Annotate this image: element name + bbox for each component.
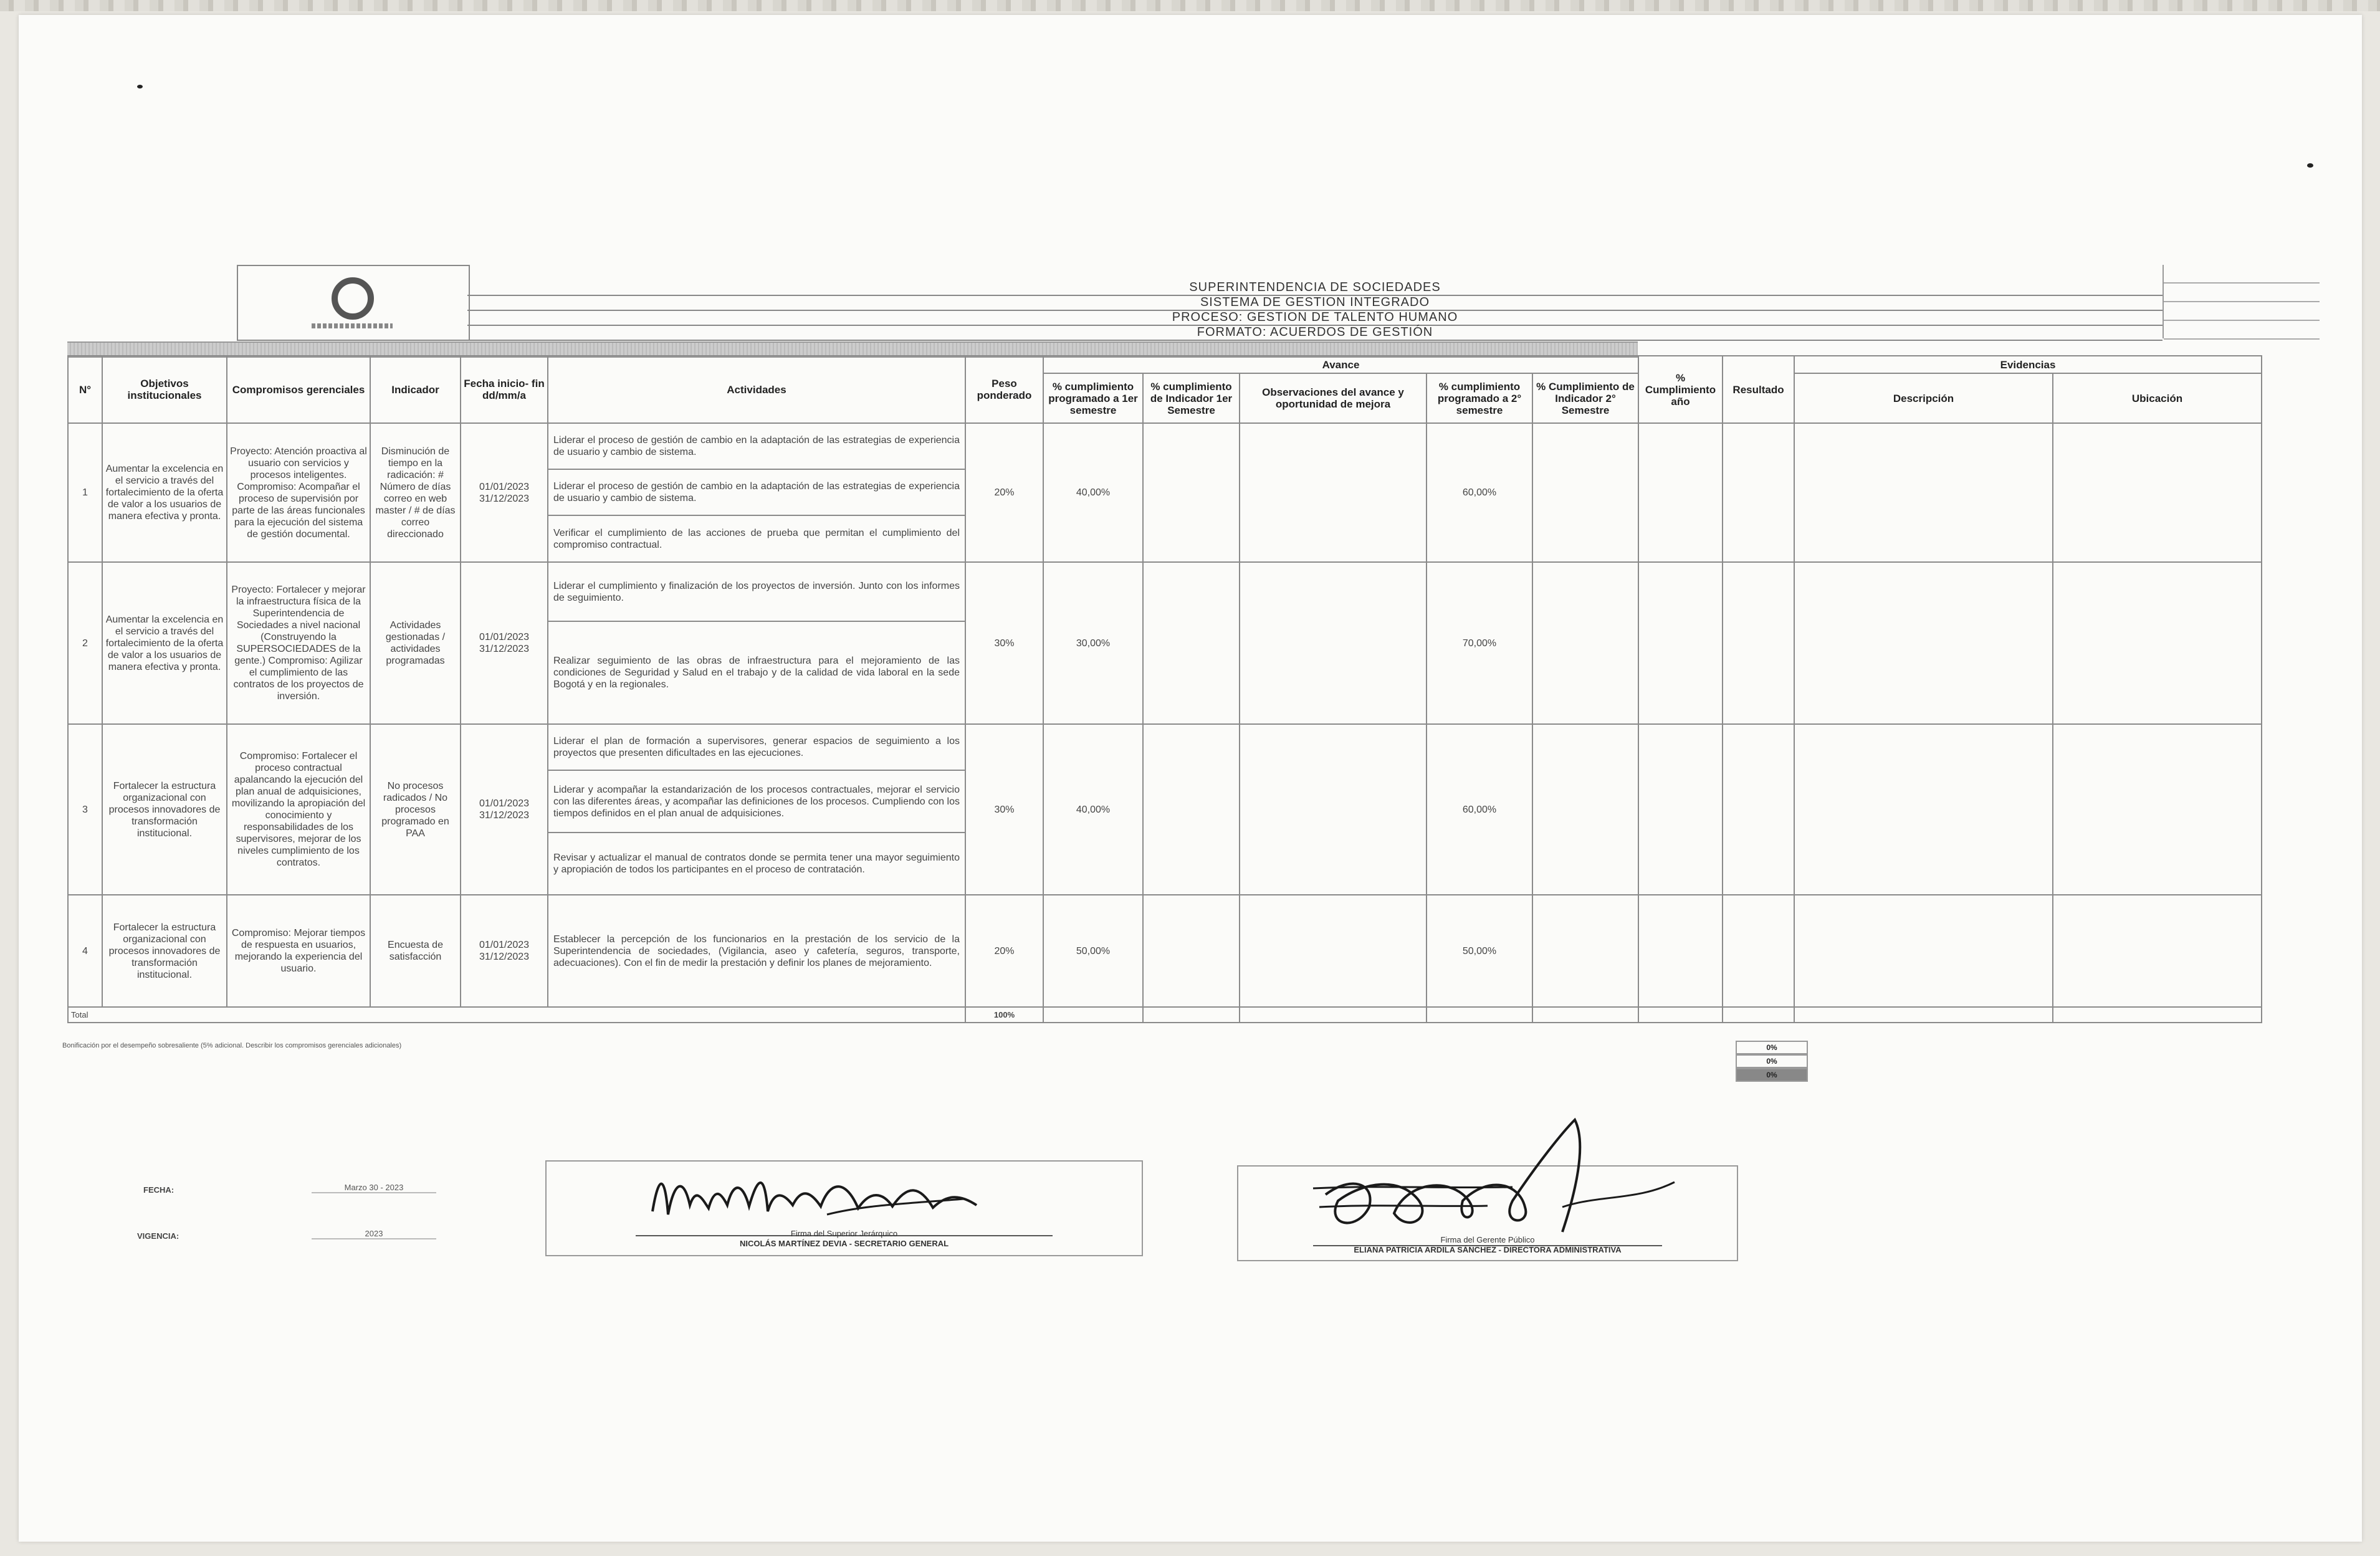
col-ubicacion: Ubicación: [2053, 373, 2262, 423]
fecha-label: FECHA:: [143, 1185, 174, 1195]
row-ind2: [1532, 423, 1638, 562]
col-indicador: Indicador: [370, 356, 461, 423]
row-ind1: [1143, 895, 1240, 1007]
signature-superior-title: Firma del Superior Jerárquico: [790, 1229, 898, 1238]
logo-caption: [312, 323, 393, 328]
row-cump1: 50,00%: [1043, 895, 1143, 1007]
col-evidencias: Evidencias: [1794, 356, 2262, 373]
table-row: [68, 562, 2262, 621]
row-actividad: Revisar y actualizar el manual de contratos donde se permita tener una mayor seguimiento y apropiación de todos los participantes en el proceso de contratación.: [548, 833, 965, 895]
row-objetivo: Fortalecer la estructura organizacional con procesos innovadores de transformación institucional.: [102, 724, 227, 895]
row-peso: 30%: [965, 724, 1043, 895]
row-compromiso: Compromiso: Fortalecer el proceso contractual apalancando la ejecución del plan anual de adquisiciones, movilizando la apropiación del conocimiento y responsabilidades de los supervisores, mejorar de los niveles cumplimiento de los contratos.: [227, 724, 370, 895]
row-number: 3: [68, 724, 102, 895]
row-obs: [1240, 562, 1427, 724]
row-actividad: Liderar el plan de formación a supervisores, generar espacios de seguimiento a los proyectos que presenten dificultades en las ejecuciones.: [548, 724, 965, 770]
total-peso: 100%: [965, 1007, 1043, 1023]
row-resultado: [1723, 423, 1794, 562]
row-obs: [1240, 724, 1427, 895]
result-total-cell: 0%: [1736, 1068, 1808, 1082]
row-descripcion: [1794, 562, 2053, 724]
row-actividad: Liderar el proceso de gestión de cambio en la adaptación de las estrategias de experiencia de usuario y cambio de sistema.: [548, 469, 965, 515]
col-fecha: Fecha inicio- fin dd/mm/a: [461, 356, 548, 423]
row-resultado: [1723, 724, 1794, 895]
row-indicador: No procesos radicados / No procesos programado en PAA: [370, 724, 461, 895]
bonus-note: Bonificación por el desempeño sobresaliente (5% adicional. Describir los compromisos gerenciales adicionales): [62, 1042, 402, 1049]
row-resultado: [1723, 895, 1794, 1007]
row-fecha: 01/01/2023 31/12/2023: [461, 724, 548, 895]
col-ind1: % cumplimiento de Indicador 1er Semestre: [1143, 373, 1240, 423]
row-indicador: Encuesta de satisfacción: [370, 895, 461, 1007]
row-cump2: 60,00%: [1427, 724, 1532, 895]
row-actividad: Realizar seguimiento de las obras de infraestructura para el mejoramiento de las condiciones de Seguridad y Salud en el trabajo y de la calidad de vida laboral en la sede Bogotá y en la regionales.: [548, 621, 965, 724]
row-ubicacion: [2053, 562, 2262, 724]
signature-gerente-name: ELIANA PATRICIA ARDILA SÁNCHEZ - DIRECTORA ADMINISTRATIVA: [1354, 1245, 1622, 1254]
row-ind1: [1143, 562, 1240, 724]
row-objetivo: Aumentar la excelencia en el servicio a través del fortalecimiento de la oferta de valor a los usuarios de manera efectiva y pronta.: [102, 562, 227, 724]
col-peso: Peso ponderado: [965, 356, 1043, 423]
acuerdos-table: [67, 355, 2262, 1023]
row-cump2: 60,00%: [1427, 423, 1532, 562]
supersociedades-logo-icon: [332, 277, 374, 320]
scan-speck: [2307, 163, 2313, 168]
row-number: 4: [68, 895, 102, 1007]
result-cell: 0%: [1736, 1054, 1808, 1068]
row-fecha: 01/01/2023 31/12/2023: [461, 895, 548, 1007]
row-fecha: 01/01/2023 31/12/2023: [461, 423, 548, 562]
table-row: [68, 724, 2262, 770]
result-cell: 0%: [1736, 1041, 1808, 1054]
signature-superior: [640, 1162, 1076, 1230]
row-actividad: Liderar el proceso de gestión de cambio en la adaptación de las estrategias de experiencia de usuario y cambio de sistema.: [548, 423, 965, 469]
row-resultado: [1723, 562, 1794, 724]
table-row: [68, 423, 2262, 469]
total-row: [68, 1007, 2262, 1023]
row-cump1: 40,00%: [1043, 423, 1143, 562]
row-actividad: Verificar el cumplimiento de las acciones de prueba que permitan el cumplimiento del compromiso contractual.: [548, 515, 965, 562]
vigencia-value: 2023: [312, 1229, 436, 1239]
fecha-value: Marzo 30 - 2023: [312, 1183, 436, 1193]
col-objetivos: Objetivos institucionales: [102, 356, 227, 423]
header-system: SISTEMA DE GESTION INTEGRADO: [467, 295, 2163, 311]
col-actividades: Actividades: [548, 356, 965, 423]
row-cump2: 50,00%: [1427, 895, 1532, 1007]
row-ubicacion: [2053, 423, 2262, 562]
row-number: 1: [68, 423, 102, 562]
row-ubicacion: [2053, 724, 2262, 895]
row-actividad: Liderar y acompañar la estandarización de los procesos contractuales, mejorar el servicio con las diferentes áreas, y acompañar las definiciones de los procesos. Cumpliendo con los tiempos definidos en el plan anual de adquisiciones.: [548, 770, 965, 833]
total-label: Total: [68, 1007, 965, 1023]
row-indicador: Disminución de tiempo en la radicación: # Número de días correo en web master / # de días correo direccionado: [370, 423, 461, 562]
scan-top-edge: [0, 0, 2380, 11]
row-indicador: Actividades gestionadas / actividades programadas: [370, 562, 461, 724]
row-descripcion: [1794, 724, 2053, 895]
header-format: FORMATO: ACUERDOS DE GESTIÓN: [467, 325, 2163, 341]
row-compromiso: Proyecto: Fortalecer y mejorar la infraestructura física de la Superintendencia de Sociedades a nivel nacional (Construyendo la SUPERSOCIEDADES de la gente.) Compromiso: Agilizar el cumplimiento de las contratos de los proyectos de inversión.: [227, 562, 370, 724]
row-actividad: Establecer la percepción de los funcionarios en la prestación de los servicio de la Superintendencia de sociedades, (Vigilancia, aseo y cafetería, seguros, transporte, adecuaciones). Con el fin de medir la prestación y definir los planes de mejoramiento.: [548, 895, 965, 1007]
col-avance: Avance: [1043, 356, 1638, 373]
row-anio: [1638, 895, 1723, 1007]
row-descripcion: [1794, 895, 2053, 1007]
row-fecha: 01/01/2023 31/12/2023: [461, 562, 548, 724]
row-ubicacion: [2053, 895, 2262, 1007]
row-objetivo: Aumentar la excelencia en el servicio a través del fortalecimiento de la oferta de valor a los usuarios de manera efectiva y pronta.: [102, 423, 227, 562]
signature-box-superior: [545, 1160, 1143, 1256]
row-obs: [1240, 423, 1427, 562]
row-cump1: 30,00%: [1043, 562, 1143, 724]
col-resultado: Resultado: [1723, 356, 1794, 423]
row-ind1: [1143, 423, 1240, 562]
col-cump1: % cumplimiento programado a 1er semestre: [1043, 373, 1143, 423]
col-anio: % Cumplimiento año: [1638, 356, 1723, 423]
row-number: 2: [68, 562, 102, 724]
row-ind1: [1143, 724, 1240, 895]
col-ind2: % Cumplimiento de Indicador 2° Semestre: [1532, 373, 1638, 423]
row-ind2: [1532, 724, 1638, 895]
row-peso: 30%: [965, 562, 1043, 724]
row-anio: [1638, 724, 1723, 895]
document-header: [67, 265, 2261, 340]
row-objetivo: Fortalecer la estructura organizacional con procesos innovadores de transformación institucional.: [102, 895, 227, 1007]
row-peso: 20%: [965, 895, 1043, 1007]
row-anio: [1638, 562, 1723, 724]
signature-gerente: [1251, 1107, 1724, 1251]
signature-box-gerente: [1237, 1165, 1738, 1261]
col-compromisos: Compromisos gerenciales: [227, 356, 370, 423]
signature-superior-name: NICOLÁS MARTÍNEZ DEVIA - SECRETARIO GENERAL: [739, 1239, 949, 1248]
row-compromiso: Compromiso: Mejorar tiempos de respuesta en usuarios, mejorando la experiencia del usuario.: [227, 895, 370, 1007]
row-ind2: [1532, 895, 1638, 1007]
row-obs: [1240, 895, 1427, 1007]
row-cump2: 70,00%: [1427, 562, 1532, 724]
row-anio: [1638, 423, 1723, 562]
header-process: PROCESO: GESTION DE TALENTO HUMANO: [467, 310, 2163, 326]
header-entity: SUPERINTENDENCIA DE SOCIEDADES: [467, 280, 2163, 296]
row-peso: 20%: [965, 423, 1043, 562]
col-n: N°: [68, 356, 102, 423]
vigencia-label: VIGENCIA:: [137, 1231, 179, 1241]
col-cump2: % cumplimiento programado a 2° semestre: [1427, 373, 1532, 423]
row-cump1: 40,00%: [1043, 724, 1143, 895]
table-row: [68, 895, 2262, 1007]
row-actividad: Liderar el cumplimiento y finalización de los proyectos de inversión. Junto con los informes de seguimiento.: [548, 562, 965, 621]
header-code-box: [2163, 265, 2320, 338]
col-obs: Observaciones del avance y oportunidad de mejora: [1240, 373, 1427, 423]
logo-box: [237, 265, 470, 341]
row-descripcion: [1794, 423, 2053, 562]
row-ind2: [1532, 562, 1638, 724]
scan-speck: [137, 85, 143, 88]
col-descripcion: Descripción: [1794, 373, 2053, 423]
row-compromiso: Proyecto: Atención proactiva al usuario con servicios y procesos inteligentes. Compromiso: Acompañar el proceso de supervisión por parte de las áreas funcionales para la ejecución del sistema de gestión documental.: [227, 423, 370, 562]
signature-gerente-title: Firma del Gerente Público: [1440, 1235, 1535, 1244]
